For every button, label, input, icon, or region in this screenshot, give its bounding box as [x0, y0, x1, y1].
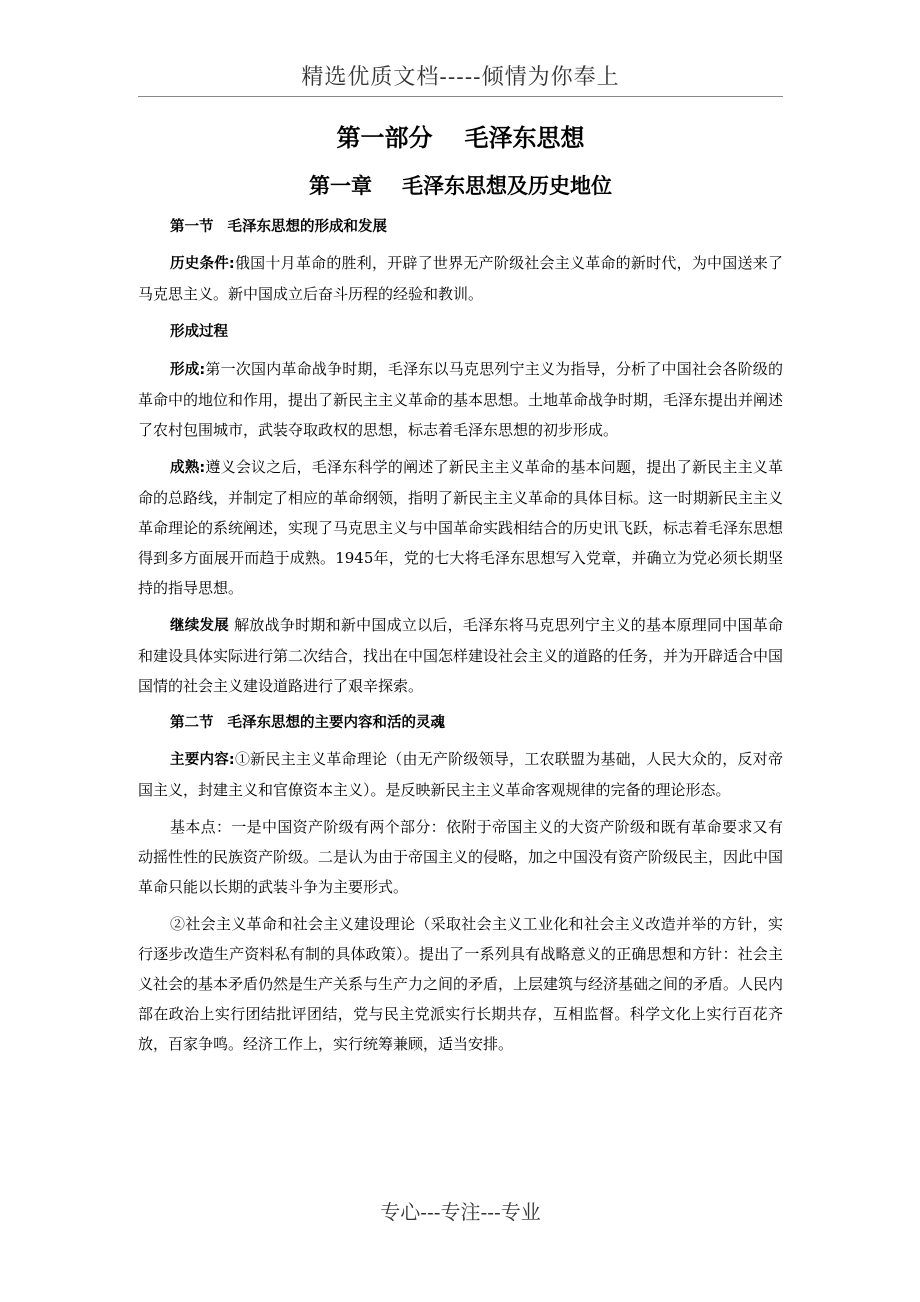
history-text: 俄国十月革命的胜利，开辟了世界无产阶级社会主义革命的新时代，为中国送来了马克思主义。新中国成立后奋斗历程的经验和教训。	[138, 254, 783, 303]
paragraph-mature	[138, 452, 783, 603]
continue-text: 解放战争时期和新中国成立以后，毛泽东将马克思列宁主义的基本原理同中国革命和建设具体实际进行第二次结合，找出在中国怎样建设社会主义的道路的任务，并为开辟适合中国国情的社会主义建设道路进行了艰辛探索。	[138, 616, 784, 695]
paragraph-formation	[138, 354, 783, 445]
mature-text: 遵义会议之后，毛泽东科学的阐述了新民主主义革命的基本问题，提出了新民主主义革命的总路线，并制定了相应的革命纲领，指明了新民主主义革命的具体目标。这一时期新民主主义革命理论的系统阐述，实现了马克思主义与中国革命实践相结合的历史讯飞跃，标志着毛泽东思想得到多方面展开而趋于成熟。1945年，党的七大将毛泽东思想写入党章，并确立为党必须长期坚持的指导思想。	[138, 458, 784, 597]
content-lead: 主要内容:	[170, 752, 235, 768]
page-header: 精选优质文档-----倾情为你奉上	[301, 65, 620, 90]
continue-lead: 继续发展	[170, 618, 230, 634]
content-text: ①新民主主义革命理论（由无产阶级领导，工农联盟为基础，人民大众的，反对帝国主义，封建主义和官僚资本主义）。是反映新民主主义革命客观规律的完备的理论形态。	[138, 750, 783, 799]
chapter-name: 毛泽东思想及历史地位	[402, 174, 612, 198]
part-name: 毛泽东思想	[464, 124, 585, 152]
paragraph-history	[138, 248, 783, 309]
paragraph-basic: 基本点：一是中国资产阶级有两个部分：依附于帝国主义的大资产阶级和既有革命要求又有动摇性性的民族资产阶级。二是认为由于帝国主义的侵略，加之中国没有资产阶级民主，因此中国革命只能以长期的武装斗争为主要形式。	[138, 818, 784, 896]
part-title	[138, 118, 783, 153]
section-2-heading	[138, 708, 783, 738]
document-body	[138, 212, 783, 1066]
paragraph-process-heading	[138, 316, 783, 347]
paragraph-socialist: ②社会主义革命和社会主义建设理论（采取社会主义工业化和社会主义改造并举的方针，实行逐步改造生产资料私有制的具体政策）。提出了一系列具有战略意义的正确思想和方针：社会主义社会的基本矛盾仍然是生产关系与生产力之间的矛盾，上层建筑与经济基础之间的矛盾。人民内部在政治上实行团结批评团结，党与民主党派实行长期共存，互相监督。科学文化上实行百花齐放，百家争鸣。经济工作上，实行统筹兼顾，适当安排。	[138, 915, 784, 1053]
process-heading: 形成过程	[170, 324, 228, 340]
section-1-heading	[138, 212, 783, 242]
chapter-label: 第一章	[309, 174, 372, 198]
section-2-label: 第二节	[170, 715, 214, 731]
paragraph-content	[138, 744, 783, 805]
chapter-title	[138, 170, 783, 200]
page-footer: 专心---专注---专业	[380, 1200, 541, 1224]
section-2-title: 毛泽东思想的主要内容和活的灵魂	[227, 715, 445, 731]
formation-lead: 形成:	[170, 362, 206, 378]
section-1-title: 毛泽东思想的形成和发展	[227, 219, 387, 235]
paragraph-continue	[138, 610, 783, 701]
section-1-label: 第一节	[170, 219, 214, 235]
formation-text: 第一次国内革命战争时期，毛泽东以马克思列宁主义为指导，分析了中国社会各阶级的革命中的地位和作用，提出了新民主主义革命的基本思想。土地革命战争时期，毛泽东提出并阐述了农村包围城市，武装夺取政权的思想，标志着毛泽东思想的初步形成。	[138, 360, 784, 439]
history-lead: 历史条件:	[170, 256, 235, 272]
mature-lead: 成熟:	[170, 460, 206, 476]
header-divider	[138, 96, 783, 97]
part-label: 第一部分	[336, 124, 433, 152]
